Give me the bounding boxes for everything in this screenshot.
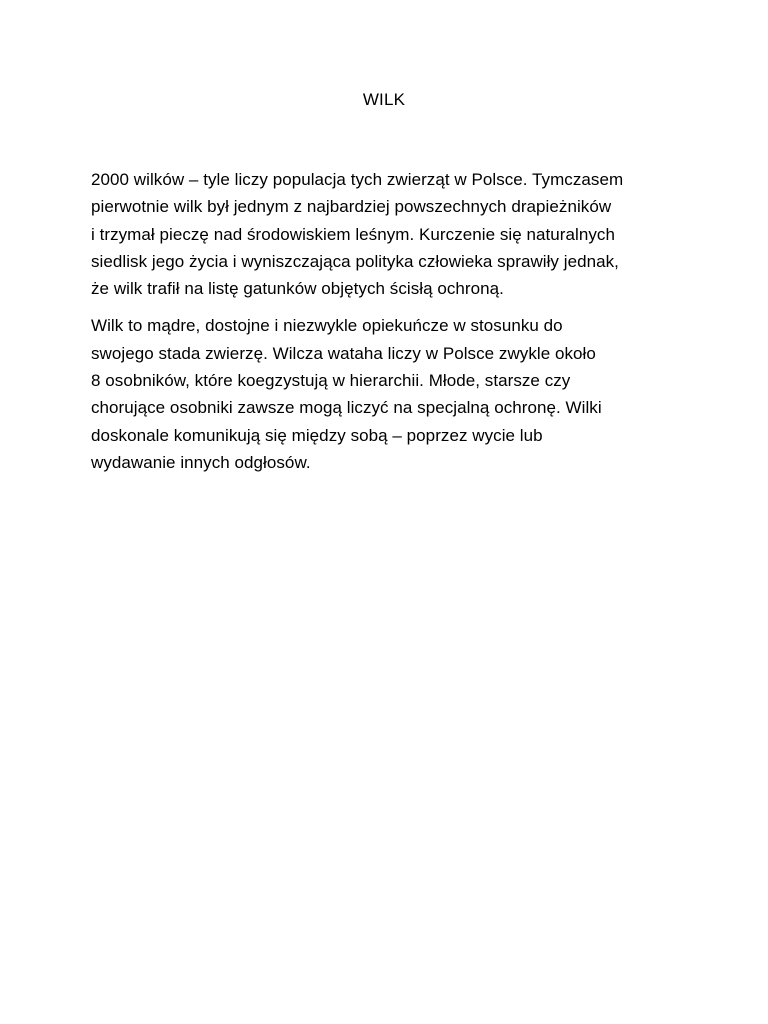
- paragraph-line: Wilk to mądre, dostojne i niezwykle opiekuńcze w stosunku do: [91, 316, 563, 336]
- paragraph-line: doskonale komunikują się między sobą – poprzez wycie lub: [91, 425, 543, 445]
- paragraph-line: i trzymał pieczę nad środowiskiem leśnym. Kurczenie się naturalnych: [91, 224, 615, 244]
- paragraph-line: swojego stada zwierzę. Wilcza wataha liczy w Polsce zwykle około: [91, 343, 596, 363]
- paragraph-population: [91, 166, 691, 302]
- document-title: WILK: [362, 90, 406, 109]
- document-body: [91, 166, 691, 486]
- paragraph-line: siedlisk jego życia i wyniszczająca polityka człowieka sprawiły jednak,: [91, 251, 619, 271]
- paragraph-line: że wilk trafił na listę gatunków objętych ścisłą ochroną.: [91, 279, 504, 299]
- paragraph-line: 2000 wilków – tyle liczy populacja tych zwierząt w Polsce. Tymczasem: [91, 170, 624, 189]
- paragraph-line: pierwotnie wilk był jednym z najbardziej powszechnych drapieżników: [91, 197, 612, 217]
- paragraph-line: 8 osobników, które koegzystują w hierarchii. Młode, starsze czy: [91, 371, 571, 391]
- paragraph-pack-behavior: [91, 312, 691, 476]
- paragraph-line: wydawanie innych odgłosów.: [91, 452, 311, 472]
- paragraph-line: chorujące osobniki zawsze mogą liczyć na specjalną ochronę. Wilki: [91, 398, 602, 418]
